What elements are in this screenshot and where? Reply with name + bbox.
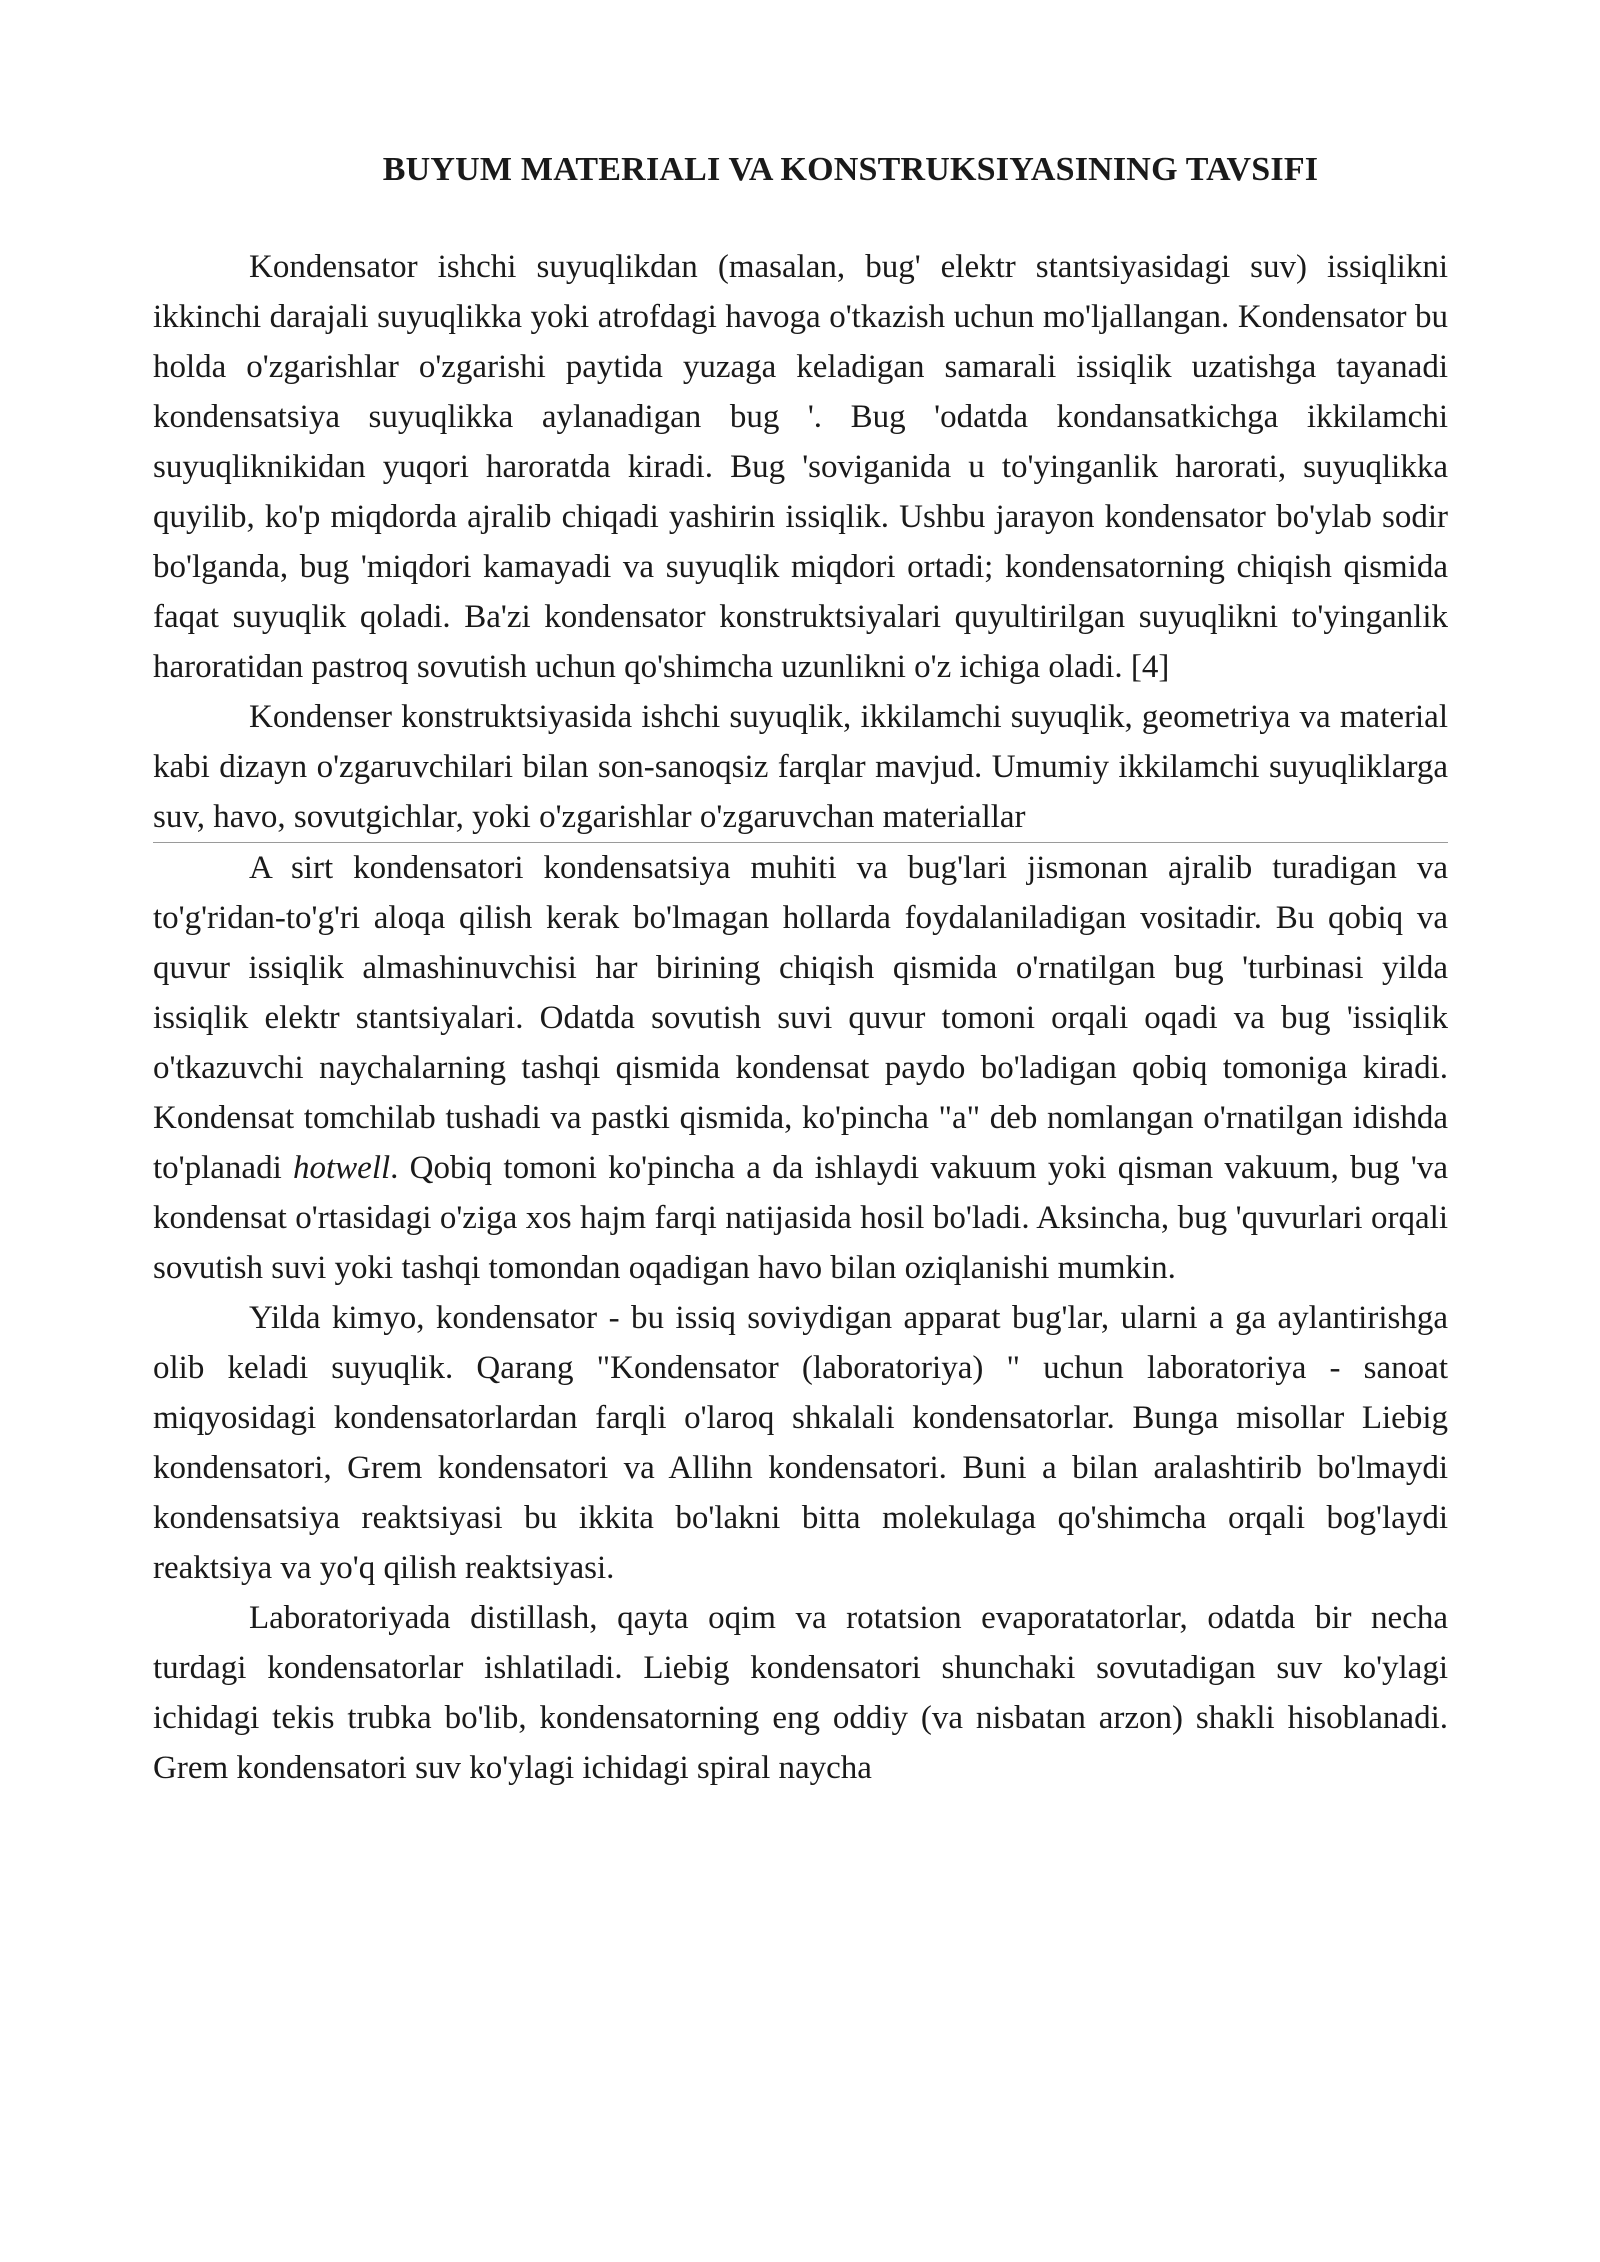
paragraph-3	[153, 843, 1448, 1293]
paragraph-1: Kondensator ishchi suyuqlikdan (masalan, bug' elektr stantsiyasidagi suv) issiqlikni ikkinchi darajali suyuqlikka yoki atrofdagi havoga o'tkazish uchun mo'ljallangan. Kondensator bu holda o'zgarishlar o'zgarishi paytida yuzaga keladigan samarali issiqlik uzatishga tayanadi kondensatsiya suyuqlikka aylanadigan bug '. Bug 'odatda kondansatkichga ikkilamchi suyuqliknikidan yuqori haroratda kiradi. Bug 'soviganida u to'yinganlik harorati, suyuqlikka quyilib, ko'p miqdorda ajralib chiqadi yashirin issiqlik. Ushbu jarayon kondensator bo'ylab sodir bo'lganda, bug 'miqdori kamayadi va suyuqlik miqdori ortadi; kondensatorning chiqish qismida faqat suyuqlik qoladi. Ba'zi kondensator konstruktsiyalari quyultirilgan suyuqlikni to'yinganlik haroratidan pastroq sovutish uchun qo'shimcha uzunlikni o'z ichiga oladi. [4]	[153, 249, 1448, 685]
paragraph-4: Yilda kimyo, kondensator - bu issiq soviydigan apparat bug'lar, ularni a ga aylantirishga olib keladi suyuqlik. Qarang "Kondensator (laboratoriya) " uchun laboratoriya - sanoat miqyosidagi kondensatorlardan farqli o'laroq shkalali kondensatorlar. Bunga misollar Liebig kondensatori, Grem kondensatori va Allihn kondensatori. Buni a bilan aralashtirib bo'lmaydi kondensatsiya reaktsiyasi bu ikkita bo'lakni bitta molekulaga qo'shimcha orqali bog'laydi reaktsiya va yo'q qilish reaktsiyasi.	[153, 1300, 1448, 1586]
document-title: BUYUM MATERIALI VA KONSTRUKSIYASINING TAVSIFI	[382, 151, 1319, 188]
paragraph-3-text-end: . Qobiq tomoni ko'pincha a da ishlaydi vakuum yoki qisman vakuum, bug 'va kondensat o'rtasidagi o'ziga xos hajm farqi natijasida hosil bo'ladi. Aksincha, bug 'quvurlari orqali sovutish suvi yoki tashqi tomondan oqadigan havo bilan oziqlanishi mumkin.	[153, 1150, 1449, 1286]
paragraph-2: Kondenser konstruktsiyasida ishchi suyuqlik, ikkilamchi suyuqlik, geometriya va material kabi dizayn o'zgaruvchilari bilan son-sanoqsiz farqlar mavjud. Umumiy ikkilamchi suyuqliklarga suv, havo, sovutgichlar, yoki o'zgarishlar o'zgaruvchan materiallar	[153, 699, 1448, 835]
paragraph-3-text-start: A sirt kondensatori kondensatsiya muhiti va bug'lari jismonan ajralib turadigan va to'g'ridan-to'g'ri aloqa qilish kerak bo'lmagan hollarda foydalaniladigan vositadir. Bu qobiq va quvur issiqlik almashinuvchisi har birining chiqish qismida o'rnatilgan bug 'turbinasi yilda issiqlik elektr stantsiyalari. Odatda sovutish suvi quvur tomoni orqali oqadi va bug 'issiqlik o'tkazuvchi naychalarning tashqi qismida kondensat paydo bo'ladigan qobiq tomoniga kiradi. Kondensat tomchilab tushadi va pastki qismida, ko'pincha "a" deb nomlangan o'rnatilgan idishda to'planadi	[153, 850, 1448, 1186]
document-page	[153, 150, 1448, 1793]
paragraph-3-italic-term: hotwell	[293, 1150, 391, 1186]
paragraph-5: Laboratoriyada distillash, qayta oqim va rotatsion evaporatatorlar, odatda bir necha turdagi kondensatorlar ishlatiladi. Liebig kondensatori shunchaki sovutadigan suv ko'ylagi ichidagi tekis trubka bo'lib, kondensatorning eng oddiy (va nisbatan arzon) shakli hisoblanadi. Grem kondensatori suv ko'ylagi ichidagi spiral naycha	[153, 1600, 1448, 1786]
